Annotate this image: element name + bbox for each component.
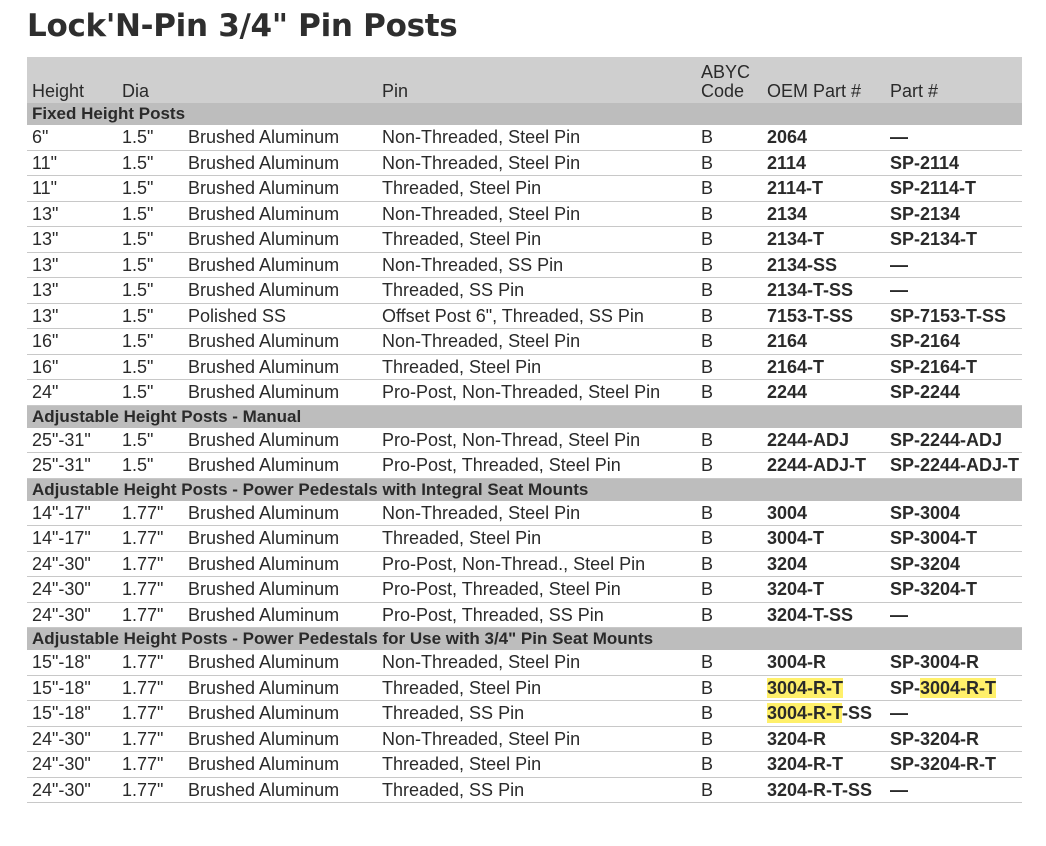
- oem-part-cell: 2134: [762, 201, 885, 227]
- height-cell: 24"-30": [27, 752, 117, 778]
- oem-part-cell: 2244-ADJ-T: [762, 453, 885, 479]
- abyc-cell: B: [696, 752, 762, 778]
- part-cell: —: [885, 278, 1022, 304]
- table-body: [27, 103, 1022, 803]
- part-cell: SP-3004-R: [885, 650, 1022, 675]
- table-row: [27, 329, 1022, 355]
- pin-cell: Pro-Post, Non-Threaded, Steel Pin: [377, 380, 696, 406]
- part-cell: SP-3004-T: [885, 526, 1022, 552]
- oem-part-cell: 3204-T: [762, 577, 885, 603]
- finish-cell: Brushed Aluminum: [183, 354, 377, 380]
- pin-cell: Threaded, SS Pin: [377, 701, 696, 727]
- part-cell: —: [885, 602, 1022, 628]
- table-row: [27, 701, 1022, 727]
- abyc-header-line2: Code: [701, 81, 745, 101]
- oem-part-column-header: OEM Part #: [762, 57, 885, 103]
- part-cell: SP-2114-T: [885, 176, 1022, 202]
- height-cell: 11": [27, 150, 117, 176]
- table-row: [27, 278, 1022, 304]
- pin-cell: Threaded, Steel Pin: [377, 675, 696, 701]
- highlighted-text: 3004-R-T: [920, 677, 997, 698]
- table-row: [27, 726, 1022, 752]
- height-cell: 15"-18": [27, 650, 117, 675]
- finish-cell: Brushed Aluminum: [183, 176, 377, 202]
- pin-cell: Non-Threaded, Steel Pin: [377, 201, 696, 227]
- highlighted-text: 3004-R-T: [767, 677, 844, 698]
- height-cell: 13": [27, 252, 117, 278]
- oem-part-cell: [762, 675, 885, 701]
- finish-cell: Brushed Aluminum: [183, 501, 377, 526]
- abyc-cell: B: [696, 303, 762, 329]
- finish-cell: Brushed Aluminum: [183, 201, 377, 227]
- table-row: [27, 602, 1022, 628]
- height-cell: 24"-30": [27, 577, 117, 603]
- dia-cell: 1.77": [117, 501, 183, 526]
- pin-cell: Non-Threaded, Steel Pin: [377, 501, 696, 526]
- table-row: [27, 380, 1022, 406]
- pin-cell: Non-Threaded, Steel Pin: [377, 125, 696, 150]
- part-cell: SP-2134-T: [885, 227, 1022, 253]
- pin-cell: Non-Threaded, Steel Pin: [377, 329, 696, 355]
- table-row: [27, 526, 1022, 552]
- section-header-row: [27, 103, 1022, 125]
- section-title: Adjustable Height Posts - Power Pedestals with Integral Seat Mounts: [27, 478, 1022, 501]
- abyc-cell: B: [696, 526, 762, 552]
- dia-cell: 1.77": [117, 777, 183, 803]
- oem-part-cell: [762, 701, 885, 727]
- part-cell: SP-2244-ADJ: [885, 428, 1022, 453]
- part-cell: SP-7153-T-SS: [885, 303, 1022, 329]
- abyc-cell: B: [696, 675, 762, 701]
- oem-part-cell: 2114: [762, 150, 885, 176]
- height-cell: 16": [27, 354, 117, 380]
- finish-cell: Brushed Aluminum: [183, 380, 377, 406]
- finish-cell: Brushed Aluminum: [183, 577, 377, 603]
- height-cell: 24"-30": [27, 726, 117, 752]
- finish-cell: Brushed Aluminum: [183, 526, 377, 552]
- oem-part-cell: 3204-R-T: [762, 752, 885, 778]
- pin-cell: Threaded, Steel Pin: [377, 526, 696, 552]
- oem-part-cell: 2164: [762, 329, 885, 355]
- oem-part-cell: 3204-R: [762, 726, 885, 752]
- abyc-cell: B: [696, 577, 762, 603]
- height-cell: 15"-18": [27, 701, 117, 727]
- oem-part-cell: 3204-R-T-SS: [762, 777, 885, 803]
- dia-cell: 1.5": [117, 125, 183, 150]
- section-header-row: [27, 478, 1022, 501]
- part-cell: SP-2244: [885, 380, 1022, 406]
- part-prefix: SP-: [890, 677, 921, 698]
- pin-cell: Threaded, Steel Pin: [377, 227, 696, 253]
- oem-part-cell: 7153-T-SS: [762, 303, 885, 329]
- pin-cell: Offset Post 6", Threaded, SS Pin: [377, 303, 696, 329]
- finish-cell: Brushed Aluminum: [183, 701, 377, 727]
- height-cell: 24"-30": [27, 551, 117, 577]
- table-row: [27, 650, 1022, 675]
- abyc-cell: B: [696, 428, 762, 453]
- dia-cell: 1.77": [117, 602, 183, 628]
- abyc-cell: B: [696, 701, 762, 727]
- dia-cell: 1.77": [117, 752, 183, 778]
- abyc-cell: B: [696, 150, 762, 176]
- section-title: Adjustable Height Posts - Power Pedestals for Use with 3/4" Pin Seat Mounts: [27, 628, 1022, 651]
- height-cell: 13": [27, 278, 117, 304]
- abyc-cell: B: [696, 501, 762, 526]
- finish-cell: Brushed Aluminum: [183, 453, 377, 479]
- finish-cell: Brushed Aluminum: [183, 777, 377, 803]
- table-row: [27, 176, 1022, 202]
- dia-cell: 1.77": [117, 650, 183, 675]
- height-cell: 13": [27, 303, 117, 329]
- table-row: [27, 125, 1022, 150]
- finish-cell: Polished SS: [183, 303, 377, 329]
- abyc-header-line1: ABYC: [701, 62, 751, 82]
- height-cell: 13": [27, 227, 117, 253]
- abyc-cell: B: [696, 777, 762, 803]
- part-cell: SP-2134: [885, 201, 1022, 227]
- height-cell: 24": [27, 380, 117, 406]
- oem-part-cell: 2114-T: [762, 176, 885, 202]
- dia-cell: 1.5": [117, 329, 183, 355]
- oem-part-cell: 3004: [762, 501, 885, 526]
- pin-posts-table: [27, 57, 1022, 803]
- pin-cell: Non-Threaded, Steel Pin: [377, 150, 696, 176]
- table-row: [27, 303, 1022, 329]
- height-cell: 14"-17": [27, 501, 117, 526]
- pin-cell: Non-Threaded, SS Pin: [377, 252, 696, 278]
- page-title: Lock'N-Pin 3/4" Pin Posts: [27, 8, 458, 44]
- pin-cell: Pro-Post, Threaded, Steel Pin: [377, 577, 696, 603]
- finish-cell: Brushed Aluminum: [183, 675, 377, 701]
- dia-cell: 1.5": [117, 453, 183, 479]
- height-cell: 25"-31": [27, 428, 117, 453]
- abyc-cell: B: [696, 354, 762, 380]
- abyc-cell: B: [696, 551, 762, 577]
- oem-part-cell: 2244: [762, 380, 885, 406]
- abyc-cell: B: [696, 329, 762, 355]
- table-row: [27, 777, 1022, 803]
- finish-cell: Brushed Aluminum: [183, 278, 377, 304]
- finish-cell: Brushed Aluminum: [183, 227, 377, 253]
- part-cell: SP-2164: [885, 329, 1022, 355]
- table-row: [27, 577, 1022, 603]
- oem-part-cell: 2134-T-SS: [762, 278, 885, 304]
- finish-cell: Brushed Aluminum: [183, 329, 377, 355]
- finish-cell: Brushed Aluminum: [183, 726, 377, 752]
- part-cell: —: [885, 125, 1022, 150]
- finish-column-header: [183, 57, 377, 103]
- table-row: [27, 428, 1022, 453]
- part-cell: SP-3204-R: [885, 726, 1022, 752]
- part-cell: [885, 675, 1022, 701]
- dia-cell: 1.5": [117, 201, 183, 227]
- finish-cell: Brushed Aluminum: [183, 428, 377, 453]
- dia-cell: 1.5": [117, 428, 183, 453]
- dia-cell: 1.77": [117, 675, 183, 701]
- part-cell: SP-2164-T: [885, 354, 1022, 380]
- oem-part-cell: 3004-T: [762, 526, 885, 552]
- height-cell: 15"-18": [27, 675, 117, 701]
- part-cell: —: [885, 701, 1022, 727]
- height-column-header: Height: [27, 57, 117, 103]
- finish-cell: Brushed Aluminum: [183, 150, 377, 176]
- part-cell: —: [885, 252, 1022, 278]
- height-cell: 6": [27, 125, 117, 150]
- height-cell: 24"-30": [27, 602, 117, 628]
- height-cell: 13": [27, 201, 117, 227]
- table-row: [27, 201, 1022, 227]
- oem-suffix: -SS: [842, 703, 873, 723]
- abyc-cell: B: [696, 380, 762, 406]
- part-cell: SP-2114: [885, 150, 1022, 176]
- part-cell: SP-3204-T: [885, 577, 1022, 603]
- pin-cell: Threaded, SS Pin: [377, 278, 696, 304]
- dia-cell: 1.5": [117, 380, 183, 406]
- abyc-cell: B: [696, 278, 762, 304]
- height-cell: 16": [27, 329, 117, 355]
- oem-part-cell: 2164-T: [762, 354, 885, 380]
- height-cell: 11": [27, 176, 117, 202]
- dia-cell: 1.5": [117, 227, 183, 253]
- abyc-cell: B: [696, 453, 762, 479]
- height-cell: 24"-30": [27, 777, 117, 803]
- dia-cell: 1.77": [117, 526, 183, 552]
- height-cell: 25"-31": [27, 453, 117, 479]
- abyc-cell: B: [696, 650, 762, 675]
- section-title: Fixed Height Posts: [27, 103, 1022, 125]
- finish-cell: Brushed Aluminum: [183, 252, 377, 278]
- finish-cell: Brushed Aluminum: [183, 650, 377, 675]
- part-cell: SP-3204-R-T: [885, 752, 1022, 778]
- abyc-cell: B: [696, 201, 762, 227]
- pin-column-header: Pin: [377, 57, 696, 103]
- oem-part-cell: 2064: [762, 125, 885, 150]
- pin-cell: Threaded, Steel Pin: [377, 354, 696, 380]
- abyc-cell: B: [696, 176, 762, 202]
- finish-cell: Brushed Aluminum: [183, 125, 377, 150]
- dia-cell: 1.77": [117, 726, 183, 752]
- part-cell: SP-3204: [885, 551, 1022, 577]
- dia-cell: 1.5": [117, 354, 183, 380]
- table-row: [27, 501, 1022, 526]
- part-column-header: Part #: [885, 57, 1022, 103]
- abyc-column-header: [696, 57, 762, 103]
- section-title: Adjustable Height Posts - Manual: [27, 405, 1022, 428]
- pin-cell: Pro-Post, Threaded, Steel Pin: [377, 453, 696, 479]
- finish-cell: Brushed Aluminum: [183, 551, 377, 577]
- dia-cell: 1.5": [117, 278, 183, 304]
- dia-cell: 1.5": [117, 303, 183, 329]
- part-cell: SP-3004: [885, 501, 1022, 526]
- part-cell: SP-2244-ADJ-T: [885, 453, 1022, 479]
- highlighted-text: 3004-R-T: [767, 703, 843, 723]
- table-row: [27, 551, 1022, 577]
- abyc-cell: B: [696, 252, 762, 278]
- abyc-cell: B: [696, 602, 762, 628]
- table-header-row: [27, 57, 1022, 103]
- pin-cell: Threaded, SS Pin: [377, 777, 696, 803]
- oem-part-cell: 3204-T-SS: [762, 602, 885, 628]
- section-header-row: [27, 628, 1022, 651]
- dia-cell: 1.77": [117, 551, 183, 577]
- pin-cell: Pro-Post, Non-Thread., Steel Pin: [377, 551, 696, 577]
- dia-cell: 1.5": [117, 252, 183, 278]
- table-row: [27, 227, 1022, 253]
- oem-part-cell: 3204: [762, 551, 885, 577]
- pin-cell: Non-Threaded, Steel Pin: [377, 726, 696, 752]
- pin-cell: Pro-Post, Threaded, SS Pin: [377, 602, 696, 628]
- height-cell: 14"-17": [27, 526, 117, 552]
- finish-cell: Brushed Aluminum: [183, 602, 377, 628]
- pin-cell: Pro-Post, Non-Thread, Steel Pin: [377, 428, 696, 453]
- oem-part-cell: 2134-T: [762, 227, 885, 253]
- oem-part-cell: 2134-SS: [762, 252, 885, 278]
- table-row: [27, 453, 1022, 479]
- table-row: [27, 752, 1022, 778]
- table-row: [27, 675, 1022, 701]
- oem-part-cell: 3004-R: [762, 650, 885, 675]
- pin-cell: Threaded, Steel Pin: [377, 752, 696, 778]
- finish-cell: Brushed Aluminum: [183, 752, 377, 778]
- oem-part-cell: 2244-ADJ: [762, 428, 885, 453]
- pin-cell: Threaded, Steel Pin: [377, 176, 696, 202]
- dia-cell: 1.5": [117, 150, 183, 176]
- abyc-cell: B: [696, 125, 762, 150]
- table-row: [27, 252, 1022, 278]
- table-row: [27, 150, 1022, 176]
- dia-cell: 1.77": [117, 701, 183, 727]
- dia-cell: 1.77": [117, 577, 183, 603]
- pin-cell: Non-Threaded, Steel Pin: [377, 650, 696, 675]
- table-row: [27, 354, 1022, 380]
- dia-cell: 1.5": [117, 176, 183, 202]
- abyc-cell: B: [696, 726, 762, 752]
- section-header-row: [27, 405, 1022, 428]
- dia-column-header: Dia: [117, 57, 183, 103]
- abyc-cell: B: [696, 227, 762, 253]
- part-cell: —: [885, 777, 1022, 803]
